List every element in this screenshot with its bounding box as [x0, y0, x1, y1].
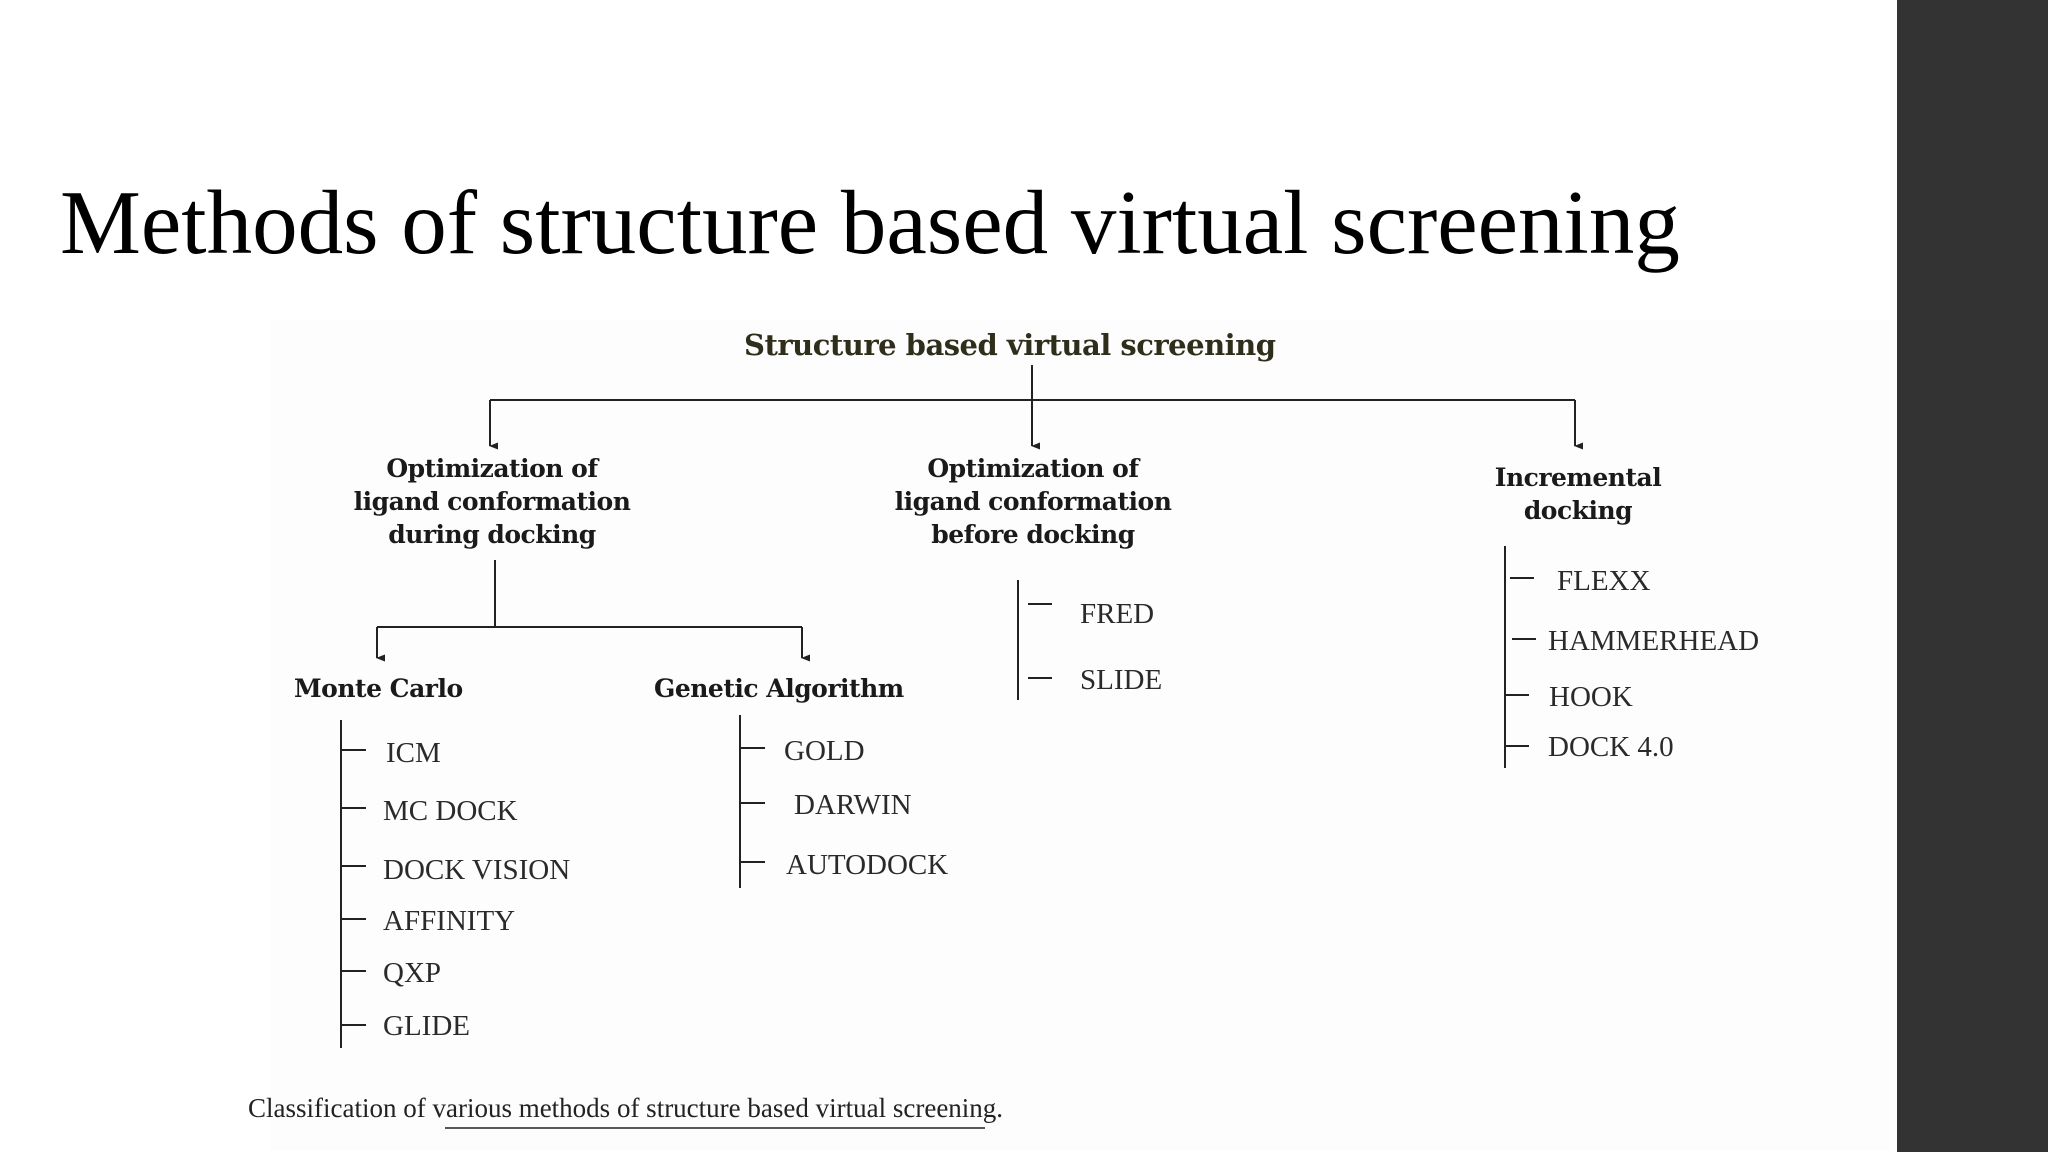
method-dock-vision: DOCK VISION: [383, 854, 571, 886]
branch-incremental-docking: [1428, 461, 1728, 527]
branch-1-line-3: during docking: [388, 520, 596, 549]
method-qxp: QXP: [383, 957, 442, 989]
branch-3-line-1: Incremental: [1494, 463, 1662, 492]
branch-2-line-2: ligand conformation: [894, 487, 1172, 516]
branch-1-line-2: ligand conformation: [353, 487, 631, 516]
branch-3-line-2: docking: [1523, 496, 1633, 525]
method-affinity: AFFINITY: [383, 905, 516, 937]
method-fred: FRED: [1080, 598, 1155, 630]
method-hook: HOOK: [1549, 681, 1633, 713]
branch-before-docking: [883, 452, 1183, 551]
branch-during-docking: [342, 452, 642, 551]
branch-2-line-3: before docking: [931, 520, 1135, 549]
method-mc-dock: MC DOCK: [383, 795, 518, 827]
branch-2-line-1: Optimization of: [927, 454, 1139, 483]
branch-1-line-1: Optimization of: [386, 454, 598, 483]
root-node: Structure based virtual screening: [744, 328, 1276, 362]
method-icm: ICM: [386, 737, 441, 769]
method-darwin: DARWIN: [794, 789, 912, 821]
method-glide: GLIDE: [383, 1010, 470, 1042]
slide-title: Methods of structure based virtual screening: [60, 172, 1680, 273]
side-bar: [1897, 0, 2048, 1152]
figure-caption: Classification of various methods of structure based virtual screening.: [248, 1093, 1004, 1123]
sub-branch-genetic-algorithm: Genetic Algorithm: [654, 674, 904, 703]
method-autodock: AUTODOCK: [786, 849, 949, 881]
method-flexx: FLEXX: [1557, 565, 1651, 597]
sub-branch-monte-carlo: Monte Carlo: [294, 674, 463, 703]
method-hammerhead: HAMMERHEAD: [1548, 625, 1760, 657]
method-dock-40: DOCK 4.0: [1548, 731, 1674, 763]
method-gold: GOLD: [784, 735, 865, 767]
method-slide: SLIDE: [1080, 664, 1163, 696]
